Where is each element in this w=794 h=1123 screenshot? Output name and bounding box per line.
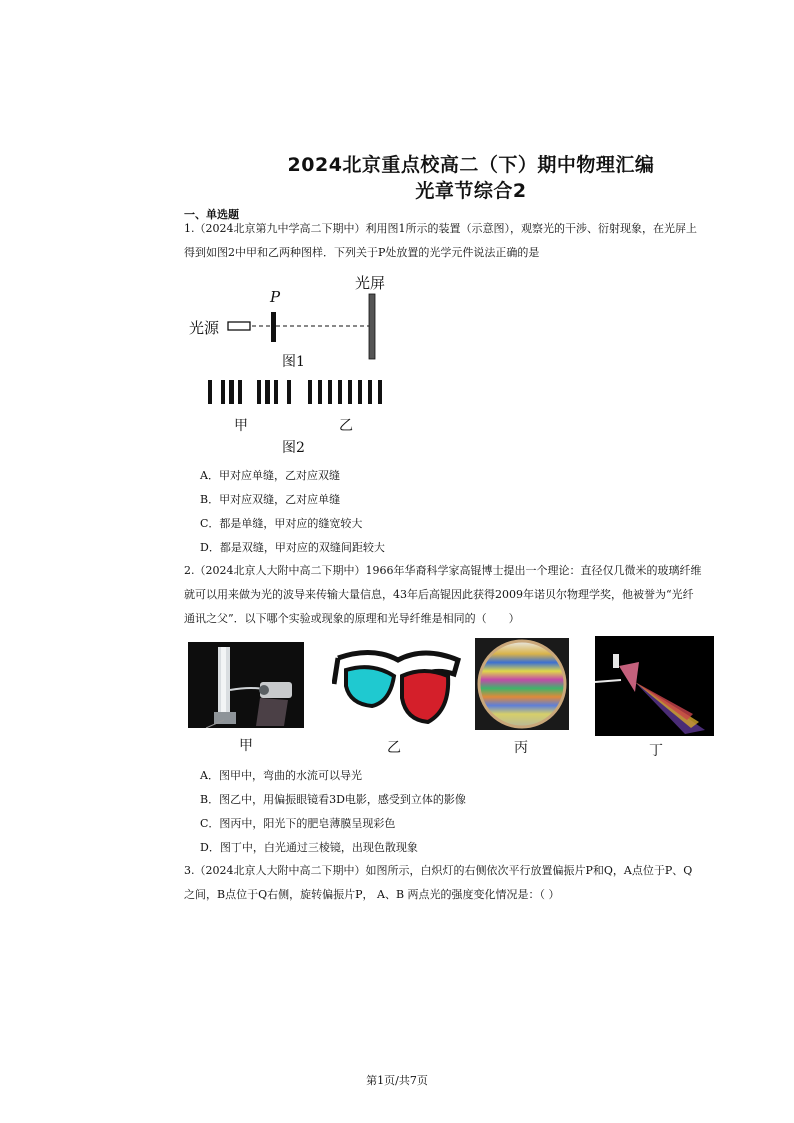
document-title: 2024北京重点校高二（下）期中物理汇编 bbox=[287, 154, 655, 176]
pattern-jia bbox=[208, 380, 291, 404]
figure-2-patterns bbox=[205, 380, 390, 406]
question-3-line-1: 3.（2024北京人大附中高二下期中）如图所示，白炽灯的右侧依次平行放置偏振片P和Q，A点位于P、Q bbox=[184, 864, 693, 877]
question-2-line-3: 通讯之父”．以下哪个实验或现象的原理和光导纤维是相同的（ ） bbox=[184, 612, 520, 625]
question-2-line-1: 2.（2024北京人大附中高二下期中）1966年华裔科学家高锟博士提出一个理论：直径仅几微米的玻璃纤维 bbox=[184, 564, 702, 577]
optical-element-p bbox=[271, 312, 276, 342]
figure-1-caption: 图1 bbox=[282, 354, 305, 370]
q2-option-a: A．图甲中，弯曲的水流可以导光 bbox=[200, 769, 362, 782]
question-1-line-1: 1.（2024北京第九中学高二下期中）利用图1所示的装置（示意图），观察光的干涉、衍射现象，在光屏上 bbox=[184, 222, 697, 235]
light-source-icon bbox=[228, 322, 250, 330]
question-2-line-2: 就可以用来做为光的波导来传输大量信息，43年后高锟因此获得2009年诺贝尔物理学奖，他被誉为“光纤 bbox=[184, 588, 694, 601]
figure-2-caption: 图2 bbox=[282, 440, 305, 456]
pattern-yi bbox=[308, 380, 382, 404]
photo-yi-3d-glasses bbox=[332, 640, 464, 730]
section-heading: 一、单选题 bbox=[184, 208, 239, 221]
page-footer: 第1页/共7页 bbox=[366, 1074, 428, 1087]
q1-option-a: A．甲对应单缝，乙对应双缝 bbox=[200, 469, 340, 482]
question-3-line-2: 之间，B点位于Q右侧，旋转偏振片P， A、B 两点光的强度变化情况是：（ ） bbox=[184, 888, 560, 901]
document-subtitle: 光章节综合2 bbox=[415, 180, 527, 202]
q1-option-c: C．都是单缝，甲对应的缝宽较大 bbox=[200, 517, 363, 530]
p-label: P bbox=[270, 288, 281, 306]
photo-jia-caption: 甲 bbox=[239, 738, 253, 754]
source-label: 光源 bbox=[189, 319, 220, 337]
photo-ding-prism bbox=[595, 636, 714, 736]
pattern-jia-label: 甲 bbox=[234, 418, 248, 434]
question-1-line-2: 得到如图2中甲和乙两种图样．下列关于P处放置的光学元件说法正确的是 bbox=[184, 246, 540, 259]
photo-yi-caption: 乙 bbox=[387, 740, 401, 756]
q2-option-d: D．图丁中，白光通过三棱镜，出现色散现象 bbox=[200, 841, 418, 854]
photo-bing-caption: 丙 bbox=[514, 740, 528, 756]
photo-ding-caption: 丁 bbox=[649, 743, 663, 759]
q1-option-b: B．甲对应双缝，乙对应单缝 bbox=[200, 493, 341, 506]
figure-1-apparatus bbox=[225, 290, 385, 365]
pattern-yi-label: 乙 bbox=[339, 418, 353, 434]
screen-bar bbox=[369, 294, 375, 359]
q1-option-d: D．都是双缝，甲对应的双缝间距较大 bbox=[200, 541, 385, 554]
q2-option-c: C．图丙中，阳光下的肥皂薄膜呈现彩色 bbox=[200, 817, 396, 830]
q2-option-b: B．图乙中，用偏振眼镜看3D电影，感受到立体的影像 bbox=[200, 793, 466, 806]
photo-jia-water-stream bbox=[188, 642, 304, 728]
screen-label: 光屏 bbox=[355, 274, 386, 292]
photo-bing-soap-film bbox=[475, 638, 569, 730]
